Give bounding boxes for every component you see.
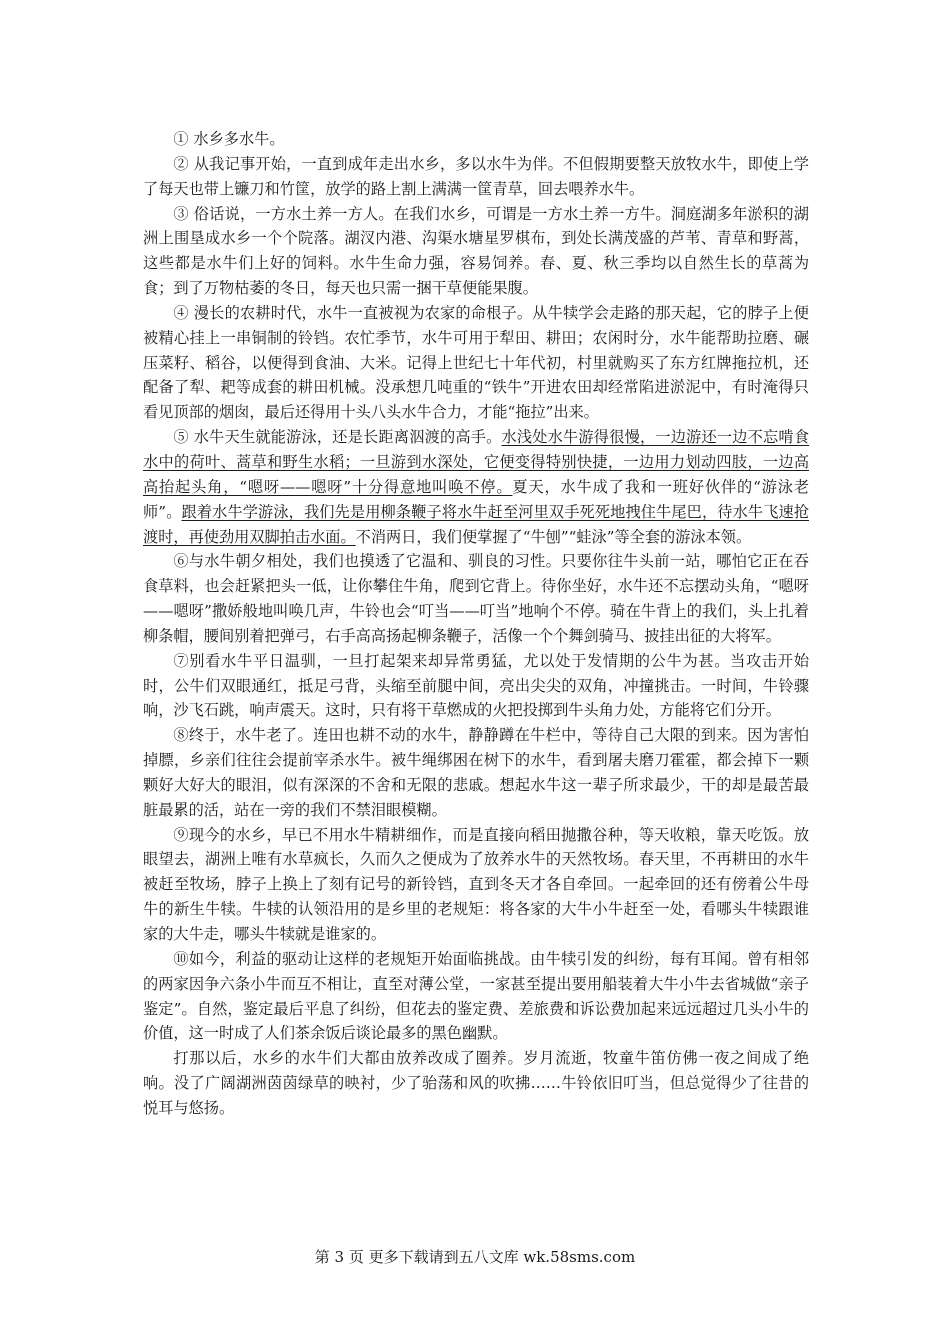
- paragraph-2: ② 从我记事开始，一直到成年走出水乡，多以水牛为伴。不但假期要整天放牧水牛，即使上学了每天也带上镰刀和竹筐，放学的路上割上满满一筐青草，回去喂养水牛。: [143, 154, 809, 198]
- paragraph-5-middle: 夏天，水牛成了我和一班好伙伴的“游泳老师”。: [143, 477, 810, 521]
- paragraph-4: ④ 漫长的农耕时代，水牛一直被视为农家的命根子。从牛犊学会走路的那天起，它的脖子上便被精心挂上一串铜制的铃铛。农忙季节，水牛可用于犁田、耕田；农闲时分，水牛能帮助拉磨、碾压菜籽、稻谷，以便得到食油、大米。记得上世纪七十年代初，村里就购买了东方红牌拖拉机，还配备了犁、耙等成套的耕田机械。没承想几吨重的“铁牛”开进农田却经常陷进淤泥中，有时淹得只看见顶部的烟囱，最后还得用十头八头水牛合力，才能“拖拉”出来。: [143, 303, 809, 422]
- paragraph-6: ⑥与水牛朝夕相处，我们也摸透了它温和、驯良的习性。只要你往牛头前一站，哪怕它正在吞食草料，也会赶紧把头一低，让你攀住牛角，爬到它背上。待你坐好，水牛还不忘摆动头角，“嗯呀——嗯呀”撒娇般地叫唤几声，牛铃也会“叮当——叮当”地响个不停。骑在牛背上的我们，头上扎着柳条帽，腰间别着把弹弓，右手高高扬起柳条鞭子，活像一个个舞剑骑马、披挂出征的大将军。: [143, 552, 809, 645]
- underlined-sentence-1: 水浅处水牛游得很慢，一边游还一边不忘啃食水中的荷叶、蒿草和野生水稻；一旦游到水深处，它便变得特别快捷，一边用力划动四肢，一边高高抬起头角，“嗯呀——嗯呀”十分得意地叫唤不停。: [143, 428, 810, 496]
- paragraph-10: ⑩如今，利益的驱动让这样的老规矩开始面临挑战。由牛犊引发的纠纷，每有耳闻。曾有相邻的两家因争六条小牛而互不相让，直至对薄公堂，一家甚至提出要用船装着大牛小牛去省城做“亲子鉴定”。自然，鉴定最后平息了纠纷，但花去的鉴定费、差旅费和诉讼费加起来远远超过几头小牛的价值，这一时成了人们茶余饭后谈论最多的黑色幽默。: [143, 949, 809, 1043]
- underlined-sentence-2: 跟着水牛学游泳，我们先是用柳条鞭子将水牛赶至河里双手死死地拽住牛尾巴，待水牛飞速抢渡时，再使劲用双脚拍击水面。: [143, 502, 810, 546]
- paragraph-7: ⑦别看水牛平日温驯，一旦打起架来却异常勇猛，尤以处于发情期的公牛为甚。当攻击开始时，公牛们双眼通红，抵足弓背，头缩至前腿中间，亮出尖尖的双角，冲撞挑击。一时间，牛铃骤响，沙飞石跳，响声震天。这时，只有将干草燃成的火把投掷到牛头角力处，方能将它们分开。: [143, 651, 809, 720]
- paragraph-3: ③ 俗话说，一方水土养一方人。在我们水乡，可谓是一方水土养一方牛。洞庭湖多年淤积的湖洲上围垦成水乡一个个院落。湖汊内港、沟渠水塘星罗棋布，到处长满茂盛的芦苇、青草和野蒿，这些都是水牛们上好的饲料。水牛生命力强，容易饲养。春、夏、秋三季均以自然生长的草蒿为食；到了万物枯萎的冬日，每天也只需一捆干草便能果腹。: [143, 204, 809, 298]
- paragraph-8: ⑧终于，水牛老了。连田也耕不动的水牛，静静蹲在牛栏中，等待自己大限的到来。因为害怕掉膘，乡亲们往往会提前宰杀水牛。被牛绳绑困在树下的水牛，看到屠夫磨刀霍霍，都会掉下一颗颗好大好大的眼泪，似有深深的不舍和无限的悲戚。想起水牛这一辈子所求最少，干的却是最苦最脏最累的活，站在一旁的我们不禁泪眼模糊。: [143, 726, 809, 819]
- paragraph-1: ① 水乡多水牛。: [173, 130, 285, 148]
- paragraph-11: 打那以后，水乡的水牛们大都由放养改成了圈养。岁月流逝，牧童牛笛仿佛一夜之间成了绝响。没了广阔湖洲茵茵绿草的映衬，少了骀荡和风的吹拂……牛铃依旧叮当，但总觉得少了往昔的悦耳与悠扬。: [143, 1049, 809, 1117]
- article-body: [143, 127, 809, 1121]
- page-footer: 第 3 页 更多下载请到五八文库 wk.58sms.com: [314, 1248, 636, 1266]
- paragraph-5: [143, 425, 809, 549]
- paragraph-5-intro: ⑤ 水牛天生就能游泳，还是长距离泅渡的高手。: [173, 428, 502, 447]
- paragraph-5-end: 不消两日，我们便掌握了“牛刨”“蛙泳”等全套的游泳本领。: [355, 527, 752, 546]
- paragraph-9: ⑨现今的水乡，早已不用水牛精耕细作，而是直接向稻田抛撒谷种，等天收粮，靠天吃饭。放眼望去，湖洲上唯有水草疯长，久而久之便成为了放养水牛的天然牧场。春天里，不再耕田的水牛被赶至牧场，脖子上换上了刻有记号的新铃铛，直到冬天才各自牵回。一起牵回的还有傍着公牛母牛的新生牛犊。牛犊的认领沿用的是乡里的老规矩：将各家的大牛小牛赶至一处，看哪头牛犊跟谁家的大牛走，哪头牛犊就是谁家的。: [143, 825, 809, 943]
